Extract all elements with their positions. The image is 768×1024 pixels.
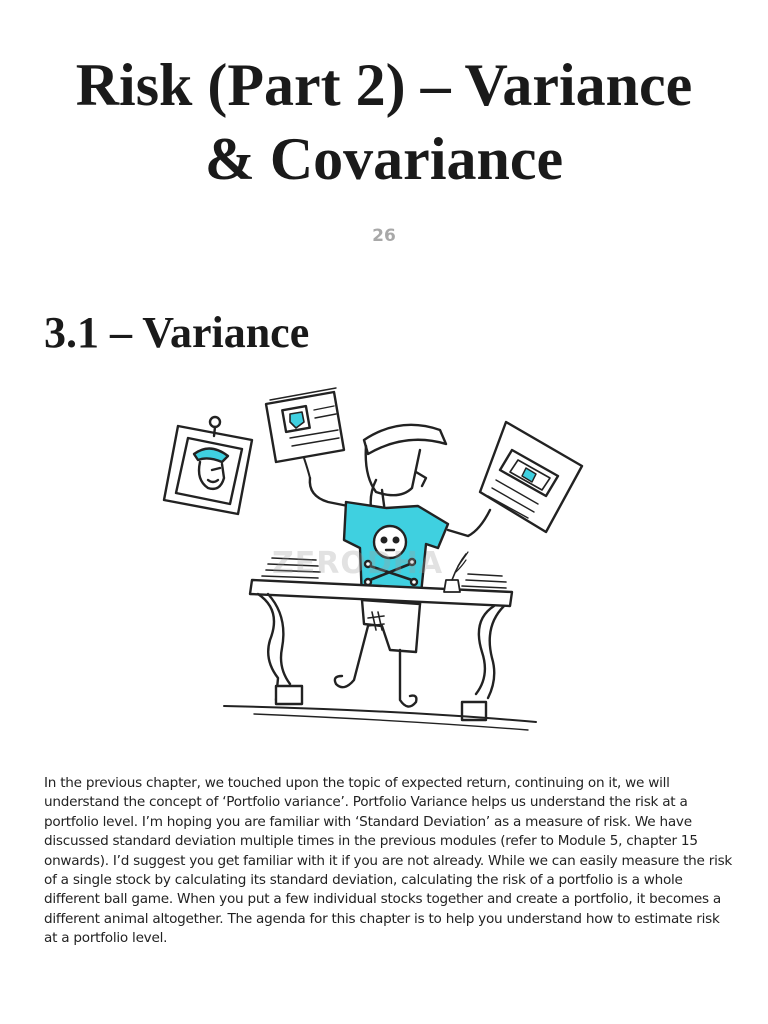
framed-pirate-portrait bbox=[164, 417, 252, 514]
watermark: ZERODHA bbox=[272, 546, 444, 581]
chapter-title-line-2: & Covariance bbox=[204, 126, 564, 192]
held-document-left bbox=[266, 388, 344, 478]
chapter-number: 26 bbox=[372, 226, 396, 246]
chapter-title-line-1: Risk (Part 2) – Variance bbox=[75, 52, 693, 118]
chapter-title bbox=[0, 48, 768, 196]
held-document-right bbox=[480, 422, 582, 532]
section-heading: 3.1 – Variance bbox=[44, 308, 310, 357]
body-paragraph: In the previous chapter, we touched upon the topic of expected return, continuing on it, we will understand the concept of ‘Portfolio variance’. Portfolio Variance helps us understand the risk at a portfolio level. I’m hoping you are familiar with ‘Standard Deviation’ as a measure of risk. We have discussed standard deviation multiple times in the previous modules (refer to Module 5, chapter 15 onwards). I’d suggest you get familiar with it if you are not already. While we can easily measure the risk of a single stock by calculating its standard deviation, calculating the risk of a portfolio is a whole different ball game. When you put a few individual stocks together and create a portfolio, it becomes a different animal altogether. The agenda for this chapter is to help you understand how to estimate risk at a portfolio level. bbox=[44, 775, 733, 947]
